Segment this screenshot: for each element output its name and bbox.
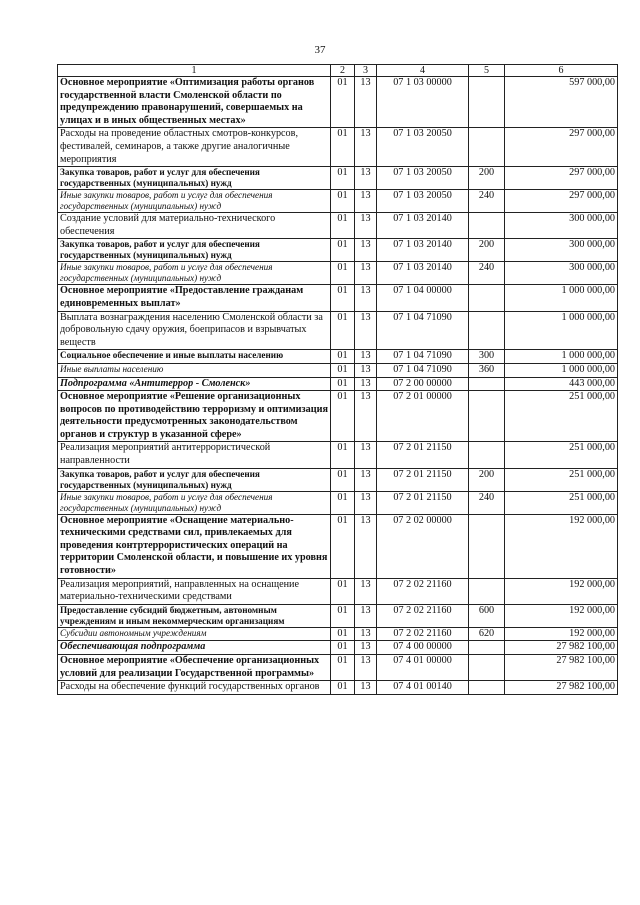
target-article-code: 07 1 03 20050 (377, 167, 469, 190)
expense-type-code: 200 (469, 468, 505, 491)
expense-type-code: 200 (469, 167, 505, 190)
section-code: 01 (331, 213, 355, 239)
amount: 251 000,00 (505, 491, 618, 514)
expense-name: Подпрограмма «Антитеррор - Смоленск» (58, 377, 331, 391)
subsection-code: 13 (355, 491, 377, 514)
expense-type-code: 240 (469, 491, 505, 514)
expense-type-code: 240 (469, 190, 505, 213)
subsection-code: 13 (355, 442, 377, 468)
target-article-code: 07 2 02 21160 (377, 578, 469, 604)
subsection-code: 13 (355, 681, 377, 695)
expense-name: Обеспечивающая подпрограмма (58, 641, 331, 655)
expense-name: Иные закупки товаров, работ и услуг для обеспечения государственных (муниципальных) нужд (58, 491, 331, 514)
expense-type-code (469, 578, 505, 604)
table-row (58, 491, 618, 514)
expense-name: Субсидии автономным учреждениям (58, 627, 331, 641)
budget-table (57, 64, 618, 695)
subsection-code: 13 (355, 262, 377, 285)
target-article-code: 07 2 02 00000 (377, 514, 469, 578)
section-code: 01 (331, 655, 355, 681)
target-article-code: 07 2 02 21160 (377, 604, 469, 627)
subsection-code: 13 (355, 167, 377, 190)
table-row (58, 128, 618, 167)
subsection-code: 13 (355, 391, 377, 442)
section-code: 01 (331, 681, 355, 695)
target-article-code: 07 2 02 21160 (377, 627, 469, 641)
amount: 300 000,00 (505, 213, 618, 239)
expense-name: Основное мероприятие «Предоставление гражданам единовременных выплат» (58, 285, 331, 311)
amount: 1 000 000,00 (505, 363, 618, 377)
subsection-code: 13 (355, 514, 377, 578)
subsection-code: 13 (355, 578, 377, 604)
target-article-code: 07 1 03 20140 (377, 239, 469, 262)
expense-type-code (469, 77, 505, 128)
amount: 192 000,00 (505, 514, 618, 578)
expense-type-code: 200 (469, 239, 505, 262)
amount: 1 000 000,00 (505, 311, 618, 350)
section-code: 01 (331, 391, 355, 442)
expense-name: Основное мероприятие «Оснащение материально-техническими средствами сил, привлекаемых для проведения контртеррористических операций на территории Смоленской области, и повышение их уровня готовности» (58, 514, 331, 578)
expense-type-code: 360 (469, 363, 505, 377)
expense-name: Закупка товаров, работ и услуг для обеспечения государственных (муниципальных) нужд (58, 468, 331, 491)
table-row (58, 363, 618, 377)
target-article-code: 07 2 01 21150 (377, 468, 469, 491)
subsection-code: 13 (355, 655, 377, 681)
expense-name: Создание условий для материально-технического обеспечения (58, 213, 331, 239)
expense-name: Предоставление субсидий бюджетным, автономным учреждениям и иным некоммерческим организациям (58, 604, 331, 627)
section-code: 01 (331, 363, 355, 377)
expense-type-code: 300 (469, 350, 505, 364)
target-article-code: 07 1 03 20050 (377, 190, 469, 213)
expense-name: Реализация мероприятий антитеррористической направленности (58, 442, 331, 468)
section-code: 01 (331, 190, 355, 213)
subsection-code: 13 (355, 350, 377, 364)
expense-type-code: 600 (469, 604, 505, 627)
expense-type-code: 620 (469, 627, 505, 641)
section-code: 01 (331, 442, 355, 468)
target-article-code: 07 4 00 00000 (377, 641, 469, 655)
column-header: 6 (505, 65, 618, 77)
subsection-code: 13 (355, 77, 377, 128)
expense-name: Расходы на проведение областных смотров-конкурсов, фестивалей, семинаров, а также другие аналогичные мероприятия (58, 128, 331, 167)
amount: 27 982 100,00 (505, 641, 618, 655)
section-code: 01 (331, 468, 355, 491)
table-row (58, 311, 618, 350)
amount: 300 000,00 (505, 239, 618, 262)
section-code: 01 (331, 77, 355, 128)
target-article-code: 07 2 00 00000 (377, 377, 469, 391)
table-row (58, 213, 618, 239)
subsection-code: 13 (355, 190, 377, 213)
target-article-code: 07 1 04 00000 (377, 285, 469, 311)
amount: 192 000,00 (505, 604, 618, 627)
target-article-code: 07 4 01 00000 (377, 655, 469, 681)
amount: 1 000 000,00 (505, 285, 618, 311)
target-article-code: 07 4 01 00140 (377, 681, 469, 695)
table-row (58, 377, 618, 391)
table-row (58, 167, 618, 190)
amount: 27 982 100,00 (505, 681, 618, 695)
subsection-code: 13 (355, 363, 377, 377)
section-code: 01 (331, 604, 355, 627)
expense-type-code (469, 442, 505, 468)
expense-name: Реализация мероприятий, направленных на оснащение материально-техническими средствами (58, 578, 331, 604)
table-row (58, 627, 618, 641)
expense-type-code (469, 681, 505, 695)
table-row (58, 578, 618, 604)
expense-name: Расходы на обеспечение функций государственных органов (58, 681, 331, 695)
expense-name: Основное мероприятие «Обеспечение организационных условий для реализации Государственной программы» (58, 655, 331, 681)
amount: 1 000 000,00 (505, 350, 618, 364)
table-row (58, 262, 618, 285)
expense-type-code (469, 377, 505, 391)
expense-name: Основное мероприятие «Решение организационных вопросов по противодействию терроризму и оптимизация деятельности предусмотренных законодательством органов и структур в указанной сфере» (58, 391, 331, 442)
expense-type-code (469, 391, 505, 442)
table-row (58, 514, 618, 578)
table-row (58, 468, 618, 491)
expense-type-code (469, 311, 505, 350)
amount: 251 000,00 (505, 391, 618, 442)
expense-type-code (469, 213, 505, 239)
subsection-code: 13 (355, 604, 377, 627)
expense-type-code (469, 655, 505, 681)
table-row (58, 239, 618, 262)
amount: 27 982 100,00 (505, 655, 618, 681)
target-article-code: 07 1 04 71090 (377, 311, 469, 350)
column-header: 4 (377, 65, 469, 77)
table-row (58, 190, 618, 213)
expense-type-code: 240 (469, 262, 505, 285)
page-number: 37 (314, 44, 326, 56)
target-article-code: 07 2 01 21150 (377, 442, 469, 468)
table-row (58, 442, 618, 468)
section-code: 01 (331, 627, 355, 641)
column-header: 2 (331, 65, 355, 77)
subsection-code: 13 (355, 128, 377, 167)
table-row (58, 391, 618, 442)
expense-type-code (469, 641, 505, 655)
expense-name: Основное мероприятие «Оптимизация работы органов государственной власти Смоленской области по предупреждению правонарушений, совершаемых на улицах и в иных общественных местах» (58, 77, 331, 128)
expense-name: Закупка товаров, работ и услуг для обеспечения государственных (муниципальных) нужд (58, 167, 331, 190)
subsection-code: 13 (355, 311, 377, 350)
expense-name: Социальное обеспечение и иные выплаты населению (58, 350, 331, 364)
section-code: 01 (331, 167, 355, 190)
section-code: 01 (331, 239, 355, 262)
section-code: 01 (331, 128, 355, 167)
amount: 251 000,00 (505, 442, 618, 468)
column-header: 1 (58, 65, 331, 77)
table-row (58, 604, 618, 627)
section-code: 01 (331, 350, 355, 364)
amount: 297 000,00 (505, 128, 618, 167)
expense-type-code (469, 128, 505, 167)
amount: 251 000,00 (505, 468, 618, 491)
table-row (58, 641, 618, 655)
target-article-code: 07 1 04 71090 (377, 363, 469, 377)
subsection-code: 13 (355, 285, 377, 311)
expense-name: Иные выплаты населению (58, 363, 331, 377)
section-code: 01 (331, 491, 355, 514)
table-row (58, 285, 618, 311)
section-code: 01 (331, 578, 355, 604)
section-code: 01 (331, 641, 355, 655)
expense-name: Закупка товаров, работ и услуг для обеспечения государственных (муниципальных) нужд (58, 239, 331, 262)
table-row (58, 681, 618, 695)
amount: 297 000,00 (505, 167, 618, 190)
expense-name: Выплата вознаграждения населению Смоленской области за добровольную сдачу оружия, боеприпасов и взрывчатых веществ (58, 311, 331, 350)
table-row (58, 77, 618, 128)
expense-name: Иные закупки товаров, работ и услуг для обеспечения государственных (муниципальных) нужд (58, 190, 331, 213)
subsection-code: 13 (355, 627, 377, 641)
subsection-code: 13 (355, 468, 377, 491)
target-article-code: 07 1 03 20050 (377, 128, 469, 167)
section-code: 01 (331, 514, 355, 578)
target-article-code: 07 1 04 71090 (377, 350, 469, 364)
section-code: 01 (331, 377, 355, 391)
expense-name: Иные закупки товаров, работ и услуг для обеспечения государственных (муниципальных) нужд (58, 262, 331, 285)
amount: 192 000,00 (505, 627, 618, 641)
table-header-row (58, 65, 618, 77)
expense-type-code (469, 514, 505, 578)
subsection-code: 13 (355, 377, 377, 391)
column-header: 5 (469, 65, 505, 77)
amount: 300 000,00 (505, 262, 618, 285)
section-code: 01 (331, 285, 355, 311)
subsection-code: 13 (355, 213, 377, 239)
subsection-code: 13 (355, 641, 377, 655)
table-row (58, 655, 618, 681)
subsection-code: 13 (355, 239, 377, 262)
amount: 443 000,00 (505, 377, 618, 391)
expense-type-code (469, 285, 505, 311)
target-article-code: 07 1 03 00000 (377, 77, 469, 128)
target-article-code: 07 1 03 20140 (377, 213, 469, 239)
target-article-code: 07 2 01 21150 (377, 491, 469, 514)
table-row (58, 350, 618, 364)
target-article-code: 07 1 03 20140 (377, 262, 469, 285)
column-header: 3 (355, 65, 377, 77)
amount: 297 000,00 (505, 190, 618, 213)
section-code: 01 (331, 262, 355, 285)
amount: 192 000,00 (505, 578, 618, 604)
target-article-code: 07 2 01 00000 (377, 391, 469, 442)
section-code: 01 (331, 311, 355, 350)
amount: 597 000,00 (505, 77, 618, 128)
